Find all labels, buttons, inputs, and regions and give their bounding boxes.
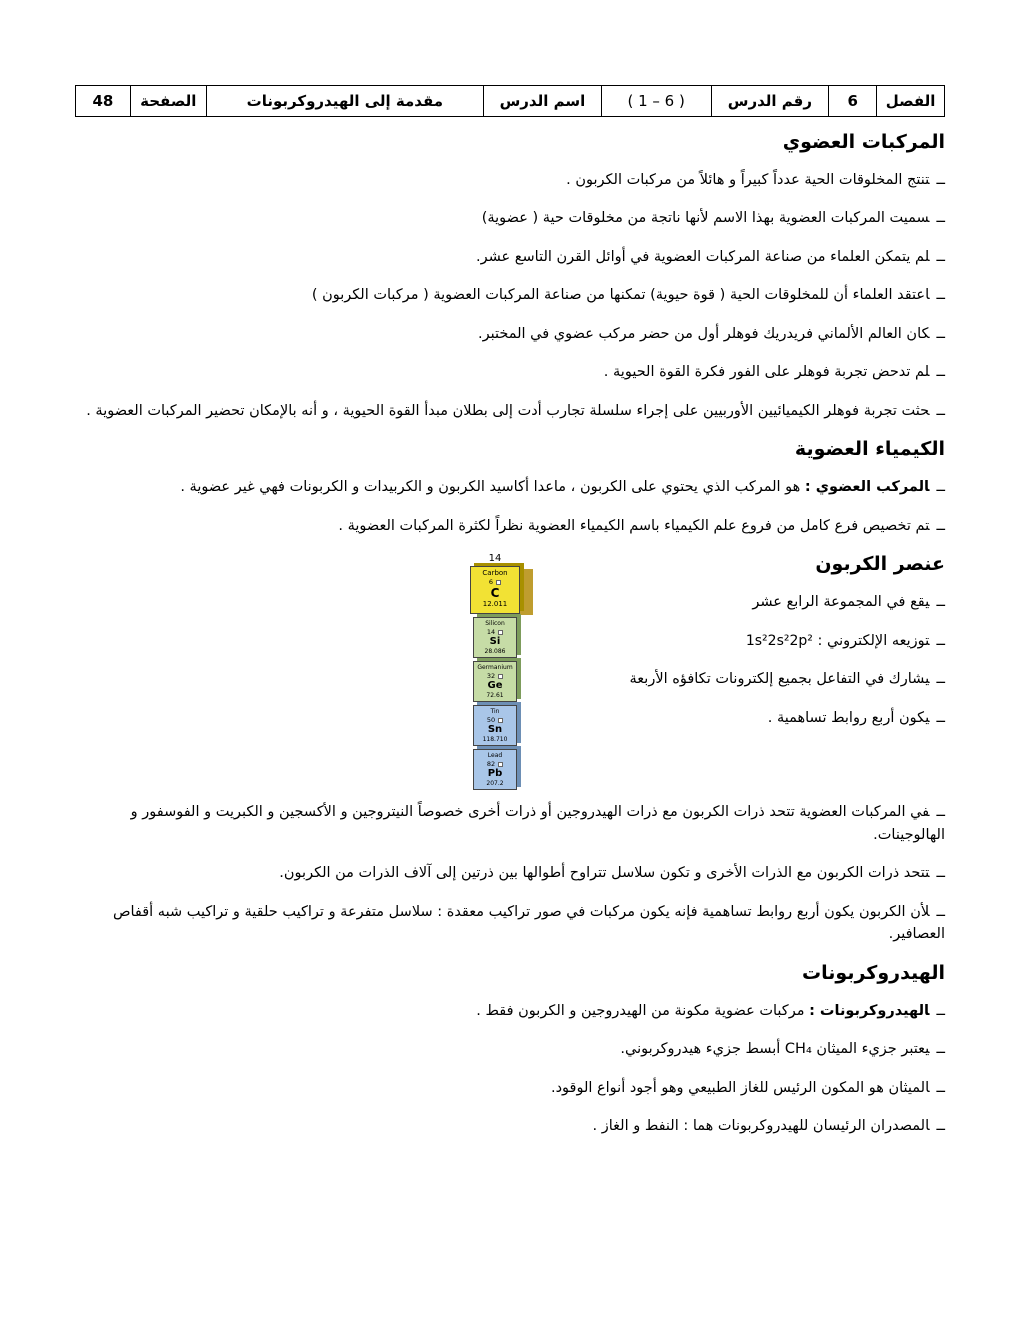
element-name: Tin (490, 708, 500, 716)
bullet-term: الهيدروكربونات : (809, 1002, 930, 1019)
bullet-dash: ــ (936, 210, 945, 227)
bullet-dash: ــ (936, 1117, 945, 1134)
bullet-dash: ــ (936, 1002, 945, 1019)
bullet-dash: ــ (936, 287, 945, 304)
bullet-item (75, 323, 945, 345)
bullet-item (75, 515, 945, 537)
chapter-label: الفصل (876, 86, 944, 116)
bullet-text: سميت المركبات العضوية بهذا الاسم لأنها ناتجة من مخلوقات حية ( عضوية) (481, 210, 930, 227)
bullet-text: يشارك في التفاعل بجميع إلكترونات تكافؤه الأربعة (629, 671, 930, 688)
bullet-text: حثت تجربة فوهلر الكيميائيين الأوربيين على إجراء سلسلة تجارب أدت إلى بطلان مبدأ القوة الحيوية ، و أنه بالإمكان تحضير المركبات العضوية . (86, 402, 930, 419)
bullet-text: لم يتمكن العلماء من صناعة المركبات العضوية في أوائل القرن التاسع عشر. (475, 248, 930, 265)
bullet-text: توزيعه الإلكتروني : (817, 632, 930, 649)
element-tile-tin (473, 705, 517, 746)
bullet-text: تم تخصيص فرع كامل من فروع علم الكيمياء باسم الكيمياء العضوية نظراً لكثرة المركبات العضوية . (338, 517, 930, 534)
element-tile-silicon (473, 617, 517, 658)
element-number: 6 (488, 578, 494, 587)
element-symbol: Ge (487, 680, 503, 692)
bullet-item (75, 1077, 945, 1099)
bullet-dash: ــ (936, 248, 945, 265)
page-number: 48 (92, 92, 114, 110)
bullet-item (75, 1115, 945, 1137)
bullet-item (75, 400, 945, 422)
bullet-dash: ــ (936, 865, 945, 882)
element-mass: 12.011 (482, 600, 508, 609)
section-heading-organic-chemistry: الكيمياء العضوية (794, 438, 945, 461)
bullet-item (75, 361, 945, 383)
bullet-text: هو المركب الذي يحتوي على الكربون ، ماعدا أكاسيد الكربون و الكربيدات و الكربونات فهي غير عضوية . (180, 479, 801, 496)
bullet-item (75, 207, 945, 229)
bullet-text: مركبات عضوية مكونة من الهيدروجين و الكربون فقط . (476, 1002, 805, 1019)
bullet-item (75, 1038, 945, 1060)
bullet-dash: ــ (936, 364, 945, 381)
element-mass: 72.61 (486, 692, 504, 700)
element-name: Germanium (477, 664, 513, 672)
bullet-item (75, 246, 945, 268)
element-name: Silicon (485, 620, 505, 628)
element-symbol: Sn (487, 724, 503, 736)
lesson-title: مقدمة إلى الهيدروكربونات (206, 86, 483, 116)
element-tile-lead (473, 749, 517, 790)
section-heading-organic-compounds: المركبات العضوي (782, 131, 945, 153)
bullet-text: يكون أربع روابط تساهمية . (767, 709, 930, 726)
bullet-dash: ــ (936, 594, 945, 611)
element-number: 82 (486, 760, 496, 769)
bullet-item (75, 284, 945, 306)
section-heading-hydrocarbons: الهيدروكربونات (802, 961, 945, 984)
bullet-item (75, 169, 945, 191)
bullet-text: تنتج المخلوقات الحية عدداً كبيراً و هائلاً من مركبات الكربون . (566, 172, 930, 188)
state-indicator-box (498, 674, 503, 679)
bullet-text: لم تدحض تجربة فوهلر على الفور فكرة القوة الحيوية . (603, 364, 930, 381)
section-organic-chemistry (75, 438, 945, 537)
element-symbol: C (490, 586, 500, 601)
bullet-dash: ــ (936, 172, 945, 188)
section-carbon-element (75, 553, 945, 945)
lesson-number-label: رقم الدرس (711, 86, 829, 116)
lesson-name-label: اسم الدرس (483, 86, 601, 116)
state-indicator-box (498, 718, 503, 723)
element-mass: 118.710 (482, 736, 508, 744)
bullet-dash: ــ (936, 709, 945, 726)
element-name: Carbon (482, 569, 508, 578)
element-tile-carbon (470, 566, 520, 614)
element-number: 50 (486, 716, 496, 725)
element-tile-stack (447, 566, 543, 790)
bullet-text: تتحد ذرات الكربون مع الذرات الأخرى و تكون سلاسل تتراوح أطوالها بين ذرتين إلى آلاف الذرات من الكربون. (279, 865, 930, 882)
bullet-text: الميثان هو المكون الرئيس للغاز الطبيعي وهو أجود أنواع الوقود. (550, 1079, 930, 1096)
element-number: 14 (486, 628, 496, 637)
section-organic-compounds (75, 131, 945, 422)
element-tile-germanium (473, 661, 517, 702)
state-indicator-box (498, 762, 503, 767)
bullet-dash: ــ (936, 325, 945, 342)
electron-configuration: 1s²2s²2p² (745, 632, 813, 649)
bullet-term: المركب العضوي : (804, 479, 930, 496)
bullet-dash: ــ (936, 1079, 945, 1096)
bullet-dash: ــ (936, 903, 945, 920)
group-number-label: 14 (488, 553, 502, 565)
lesson-header-table (75, 85, 945, 117)
bullet-text: في المركبات العضوية تتحد ذرات الكربون مع ذرات الهيدروجين أو ذرات أخرى خصوصاً النيتروجين و الأكسجين و الكبريت و الفوسفور و الهالوجينات. (130, 804, 945, 843)
bullet-text: لأن الكربون يكون أربع روابط تساهمية فإنه يكون مركبات في صور تراكيب معقدة : سلاسل متفرعة و تراكيب حلقية و تراكيب شبه أقفاص العصافير. (112, 903, 945, 943)
bullet-item (75, 901, 945, 946)
lesson-number-value: ( 1 – 6 ) (601, 86, 711, 116)
section-heading-carbon-element: عنصر الكربون (815, 553, 945, 576)
periodic-group14-figure (447, 553, 543, 793)
section-hydrocarbons (75, 962, 945, 1138)
element-name: Lead (487, 752, 503, 760)
bullet-text: كان العالم الألماني فريدريك فوهلر أول من حضر مركب عضوي في المختبر. (478, 325, 930, 342)
chapter-value: 6 (828, 86, 876, 116)
element-symbol: Si (489, 636, 501, 648)
bullet-item (75, 1000, 945, 1022)
bullet-text: اعتقد العلماء أن للمخلوقات الحية ( قوة حيوية) تمكنها من صناعة المركبات العضوية ( مركبات الكربون ) (311, 287, 930, 304)
bullet-dash: ــ (936, 632, 945, 649)
bullet-item (75, 862, 945, 884)
bullet-dash: ــ (936, 1041, 945, 1058)
element-mass: 207.2 (486, 780, 504, 788)
bullet-item (75, 476, 945, 498)
page-label: الصفحة (130, 86, 206, 116)
bullet-text: المصدران الرئيسان للهيدروكربونات هما : النفط و الغاز . (592, 1117, 930, 1134)
bullet-dash: ــ (936, 804, 945, 821)
bullet-dash: ــ (936, 671, 945, 688)
bullet-text: يعتبر جزيء الميثان CH₄ أبسط جزيء هيدروكربوني. (620, 1041, 930, 1058)
bullet-dash: ــ (936, 517, 945, 534)
state-indicator-box (496, 580, 501, 585)
bullet-item (75, 801, 945, 846)
element-number: 32 (486, 672, 496, 681)
element-mass: 28.086 (484, 648, 506, 656)
state-indicator-box (498, 630, 503, 635)
element-symbol: Pb (487, 768, 503, 780)
bullet-dash: ــ (936, 402, 945, 419)
bullet-text: يقع في المجموعة الرابع عشر (752, 594, 930, 611)
bullet-dash: ــ (936, 479, 945, 496)
